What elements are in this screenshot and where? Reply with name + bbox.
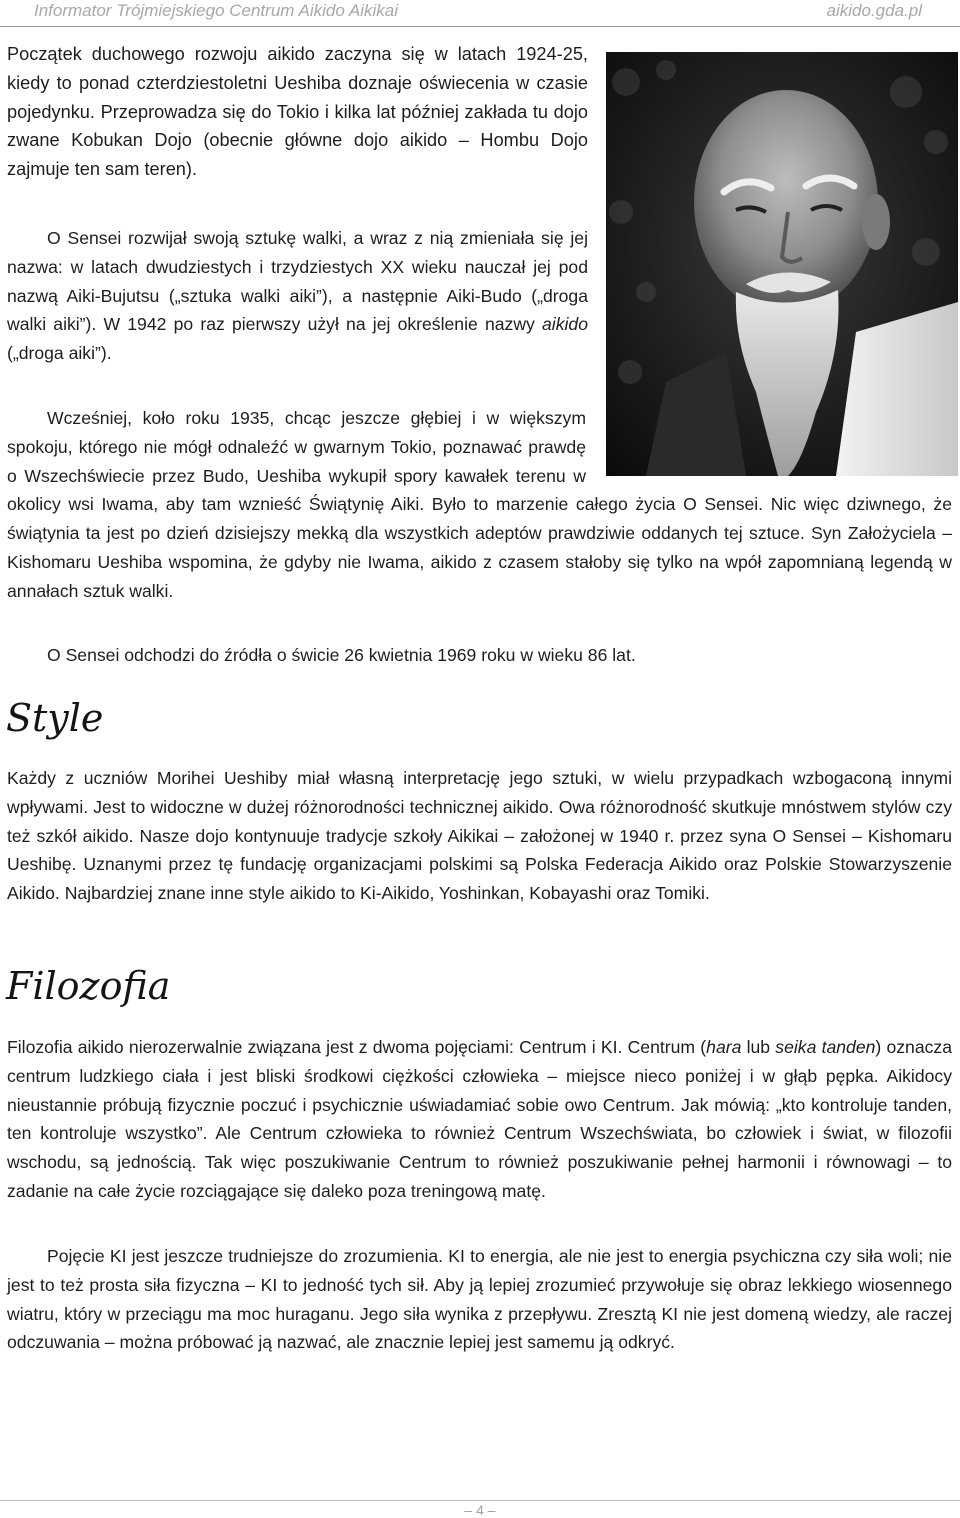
section-title-style: Style (6, 696, 104, 740)
paragraph-centrum-text-a: Filozofia aikido nierozerwalnie związana jest z dwoma pojęciami: Centrum i KI. Centrum ( (7, 1037, 707, 1057)
header-website: aikido.gda.pl (826, 1, 922, 20)
paragraph-centrum-text-c: ) oznacza centrum ludzkiego ciała i jest bliski środkowi ciężkości człowieka – miejsce nieco poniżej i w głąb pępka. Aikidocy nieustannie próbują fizycznie poczuć i psychicznie uświadamiać sobie owo Centrum. Jak mówią: „kto kontroluje tanden, ten kontroluje wszystko”. Ale Centrum człowieka to również Centrum Wszechświata, bo człowiek i świat, w filozofii wschodu, są jednością. Tak więc poszukiwanie Centrum to również poszukiwanie pełnej harmonii i równowagi – to zadanie na całe życie rozciągające się daleko poza treningową matę. (7, 1037, 953, 1201)
paragraph-centrum-emphasis-hara: hara (706, 1037, 742, 1057)
header-publication-title: Informator Trójmiejskiego Centrum Aikido Aikikai (34, 1, 399, 20)
paragraph-styles: Każdy z uczniów Morihei Ueshiby miał własną interpretację jego sztuki, w wielu przypadkach wzbogaconą innymi wpływami. Jest to widoczne w dużej różnorodności technicznej aikido. Owa różnorodność skutkuje mnóstwem stylów czy też szkół aikido. Nasze dojo kontynuuje tradycje szkoły Aikikai – założonej w 1940 r. przez syna O Sensei – Kishomaru Ueshibę. Uznanymi przez tę fundację organizacjami polskimi są Polska Federacja Aikido oraz Polskie Stowarzyszenie Aikido. Najbardziej znane inne style aikido to Ki-Aikido, Yoshinkan, Kobayashi oraz Tomiki. (7, 768, 952, 904)
section-title-philosophy: Filozofia (6, 964, 171, 1008)
page-number: – 4 – (464, 1502, 496, 1518)
paragraph-art-names-emphasis: aikido (542, 314, 588, 335)
paragraph-iwama-text: Wcześniej, koło roku 1935, chcąc jeszcze głębiej i w większym spokoju, którego nie mógł odnaleźć w gwarnym Tokio, poznawać prawdę o Wszechświecie przez Budo, Ueshiba wykupił spory kawałek terenu w okolicy wsi Iwama, aby tam wznieść Świątynię Aiki. Było to marzenie całego życia O Sensei. Nic więc dziwnego, że świątynia ta jest po dzień dzisiejszy mekką dla wszystkich adeptów prawdziwie oddanych tej sztuce. Syn Założyciela – Kishomaru Ueshiba wspomina, że gdyby nie Iwama, aikido z czasem stałoby się tylko na wpół zapomnianą legendą w annałach sztuk walki. (7, 408, 952, 601)
paragraph-spiritual-beginnings: Początek duchowego rozwoju aikido zaczyna się w latach 1924-25, kiedy to ponad czterdziestoletni Ueshiba doznaje oświecenia w czasie pojedynku. Przeprowadza się do Tokio i kilka lat później zakłada tu dojo zwane Kobukan Dojo (obecnie główne dojo aikido – Hombu Dojo zajmuje ten sam teren). (7, 44, 588, 180)
paragraph-death: O Sensei odchodzi do źródła o świcie 26 kwietnia 1969 roku w wieku 86 lat. (47, 645, 636, 665)
page-header (0, 0, 960, 27)
paragraph-art-names-text-a: O Sensei rozwijał swoją sztukę walki, a wraz z nią zmieniała się jej nazwa: w latach dwudziestych i trzydziestych XX wieku nauczał jej pod nazwą Aiki-Bujutsu („sztuka walki aiki”), a następnie Aiki-Budo („droga walki aiki”). W 1942 po raz pierwszy użył na jej określenie nazwy (7, 228, 588, 335)
footer-divider (0, 1500, 960, 1501)
paragraph-centrum-text-b: lub (741, 1037, 776, 1057)
paragraph-centrum-emphasis-seika-tanden: seika tanden (775, 1037, 876, 1057)
paragraph-ki: Pojęcie KI jest jeszcze trudniejsze do zrozumienia. KI to energia, ale nie jest to energia psychiczna czy siła woli; nie jest to też prosta siła fizyczna – KI to jedność tych sił. Aby ją lepiej zrozumieć przywołuje się obraz lekkiego wiosennego wiatru, który w przeciągu ma moc huraganu. Jego siła wynika z przepływu. Zresztą KI nie jest domeną wiedzy, ale raczej odczuwania – można próbować ją nazwać, ale znacznie lepiej jest samemu ją odkryć. (7, 1246, 952, 1353)
paragraph-art-names-text-b: („droga aiki”). (7, 343, 112, 364)
paragraph-centrum (7, 1033, 952, 1206)
paragraph-iwama (7, 404, 952, 606)
paragraph-art-names (7, 224, 588, 368)
